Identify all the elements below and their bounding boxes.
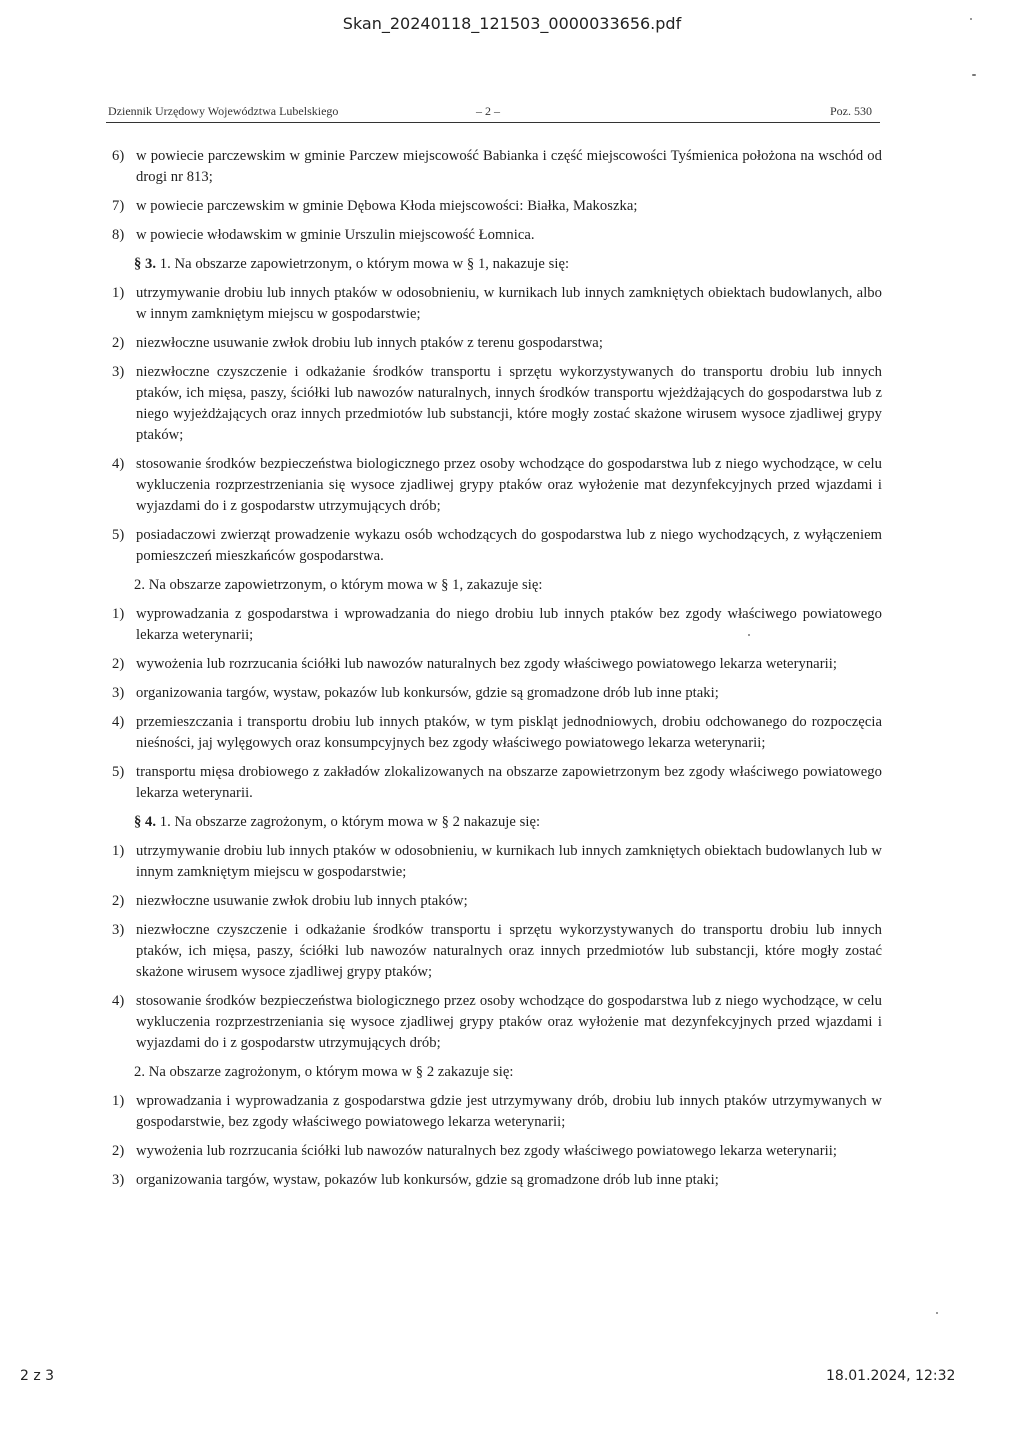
item-number: 4) (112, 456, 125, 472)
list-item (112, 146, 882, 188)
list-item (112, 920, 882, 983)
item-text: stosowanie środków bezpieczeństwa biologicznego przez osoby wchodzące do gospodarstwa lub z niego wychodzące, w celu wykluczenia rozprzestrzeniania się wysoce zjadliwej grypy ptaków oraz wyłożenie mat dezynfekcyjnych przed wjazdami i wyjazdami do i z gospodarstw utrzymujących drób; (136, 456, 882, 514)
section-text: 1. Na obszarze zagrożonym, o którym mowa w § 2 nakazuje się: (159, 814, 541, 830)
page-counter: 2 z 3 (20, 1368, 55, 1384)
section-mark: § 4. (134, 814, 157, 830)
list-item (112, 762, 882, 804)
section-3-paragraph-1 (112, 254, 882, 275)
section-3-paragraph-2: 2. Na obszarze zapowietrzonym, o którym mowa w § 1, zakazuje się: (134, 577, 543, 593)
item-number: 3) (112, 1172, 125, 1188)
item-number: 5) (112, 764, 125, 780)
item-number: 1) (112, 843, 125, 859)
list-c (112, 604, 882, 804)
scan-speck (936, 1312, 938, 1314)
item-number: 3) (112, 685, 125, 701)
list-a (112, 146, 882, 246)
section-text: 1. Na obszarze zapowietrzonym, o którym mowa w § 1, nakazuje się: (159, 256, 570, 272)
item-number: 2) (112, 656, 125, 672)
list-d (112, 841, 882, 1054)
item-text: wywożenia lub rozrzucania ściółki lub nawozów naturalnych bez zgody właściwego powiatowego lekarza weterynarii; (136, 656, 837, 672)
list-e (112, 1091, 882, 1191)
item-text: wywożenia lub rozrzucania ściółki lub nawozów naturalnych bez zgody właściwego powiatowego lekarza weterynarii; (136, 1143, 837, 1159)
list-item (112, 654, 882, 675)
item-number: 5) (112, 527, 125, 543)
item-text: niezwłoczne czyszczenie i odkażanie środków transportu i sprzętu wykorzystywanych do transportu drobiu lub innych ptaków, ich mięsa, paszy, ściółki lub nawozów naturalnych oraz innych przedmiotów lub substancji, które mogły zostać skażone wirusem wysoce zjadliwej grypy ptaków; (136, 922, 882, 980)
item-text: wprowadzania i wyprowadzania z gospodarstwa gdzie jest utrzymywany drób, drobiu lub innych ptaków utrzymywanych w gospodarstwie, bez zgody właściwego powiatowego lekarza weterynarii; (136, 1093, 882, 1130)
list-item (112, 841, 882, 883)
list-item (112, 454, 882, 517)
item-text: organizowania targów, wystaw, pokazów lub konkursów, gdzie są gromadzone drób lub inne ptaki; (136, 1172, 719, 1188)
item-text: w powiecie włodawskim w gminie Urszulin miejscowość Łomnica. (136, 227, 535, 243)
list-item (112, 1141, 882, 1162)
item-number: 3) (112, 364, 125, 380)
item-number: 1) (112, 1093, 125, 1109)
item-text: w powiecie parczewskim w gminie Dębowa Kłoda miejscowości: Białka, Makoszka; (136, 198, 638, 214)
pdf-file-title: Skan_20240118_121503_0000033656.pdf (342, 14, 682, 33)
item-text: wyprowadzania z gospodarstwa i wprowadzania do niego drobiu lub innych ptaków bez zgody właściwego powiatowego lekarza weterynarii; (136, 606, 882, 643)
item-text: niezwłoczne czyszczenie i odkażanie środków transportu i sprzętu wykorzystywanych do transportu drobiu lub innych ptaków, ich mięsa, paszy, ściółki lub nawozów naturalnych, innych środków transportu wjeżdżających do gospodarstwa lub z niego wyjeżdżających oraz innych przedmiotów lub substancji, które mogły zostać skażone wirusem wysoce zjadliwej grypy ptaków; (136, 364, 882, 443)
item-text: posiadaczowi zwierząt prowadzenie wykazu osób wchodzących do gospodarstwa lub z niego wychodzących, z wyłączeniem pomieszczeń mieszkańców gospodarstwa. (136, 527, 882, 564)
list-item (112, 283, 882, 325)
list-item (112, 225, 882, 246)
item-number: 1) (112, 285, 125, 301)
item-number: 2) (112, 335, 125, 351)
item-text: utrzymywanie drobiu lub innych ptaków w odosobnieniu, w kurnikach lub innych zamkniętych obiektach budowlanych, albo w innym zamkniętym miejscu w gospodarstwie; (136, 285, 882, 322)
item-text: transportu mięsa drobiowego z zakładów zlokalizowanych na obszarze zapowietrzonym bez zgody właściwego powiatowego lekarza weterynarii. (136, 764, 882, 801)
list-item (112, 604, 882, 646)
print-timestamp: 18.01.2024, 12:32 (826, 1368, 956, 1384)
list-item (112, 891, 882, 912)
item-number: 1) (112, 606, 125, 622)
scan-speck (970, 18, 972, 20)
item-text: niezwłoczne usuwanie zwłok drobiu lub innych ptaków z terenu gospodarstwa; (136, 335, 603, 351)
scan-speck (972, 74, 976, 76)
list-item (112, 196, 882, 217)
item-number: 7) (112, 198, 125, 214)
list-item (112, 362, 882, 446)
section-mark: § 3. (134, 256, 157, 272)
position-number: Poz. 530 (830, 104, 872, 118)
item-number: 4) (112, 993, 125, 1009)
scan-speck (748, 634, 750, 636)
section-4-paragraph-2: 2. Na obszarze zagrożonym, o którym mowa w § 2 zakazuje się: (134, 1064, 514, 1080)
item-number: 2) (112, 893, 125, 909)
list-item (112, 683, 882, 704)
list-item (112, 1170, 882, 1191)
header-divider (106, 122, 880, 123)
page-number: – 2 – (476, 104, 500, 118)
journal-name: Dziennik Urzędowy Województwa Lubelskiego (108, 104, 339, 118)
item-text: przemieszczania i transportu drobiu lub innych ptaków, w tym piskląt jednodniowych, drobiu odchowanego do rozpoczęcia nieśności, jaj wylęgowych oraz konsumpcyjnych bez zgody właściwego powiatowego lekarza weterynarii; (136, 714, 882, 751)
section-4-paragraph-1 (112, 812, 882, 833)
list-item (112, 712, 882, 754)
document-body (112, 146, 882, 1199)
item-text: utrzymywanie drobiu lub innych ptaków w odosobnieniu, w kurnikach lub innych zamkniętych obiektach budowlanych lub w innym zamkniętym miejscu w gospodarstwie; (136, 843, 882, 880)
item-number: 8) (112, 227, 125, 243)
list-b (112, 283, 882, 567)
item-number: 4) (112, 714, 125, 730)
item-text: niezwłoczne usuwanie zwłok drobiu lub innych ptaków; (136, 893, 468, 909)
list-item (112, 991, 882, 1054)
item-text: organizowania targów, wystaw, pokazów lub konkursów, gdzie są gromadzone drób lub inne ptaki; (136, 685, 719, 701)
list-item (112, 333, 882, 354)
item-text: w powiecie parczewskim w gminie Parczew miejscowość Babianka i część miejscowości Tyśmienica położona na wschód od drogi nr 813; (136, 148, 882, 185)
list-item (112, 1091, 882, 1133)
list-item (112, 525, 882, 567)
item-number: 3) (112, 922, 125, 938)
item-number: 6) (112, 148, 125, 164)
item-number: 2) (112, 1143, 125, 1159)
item-text: stosowanie środków bezpieczeństwa biologicznego przez osoby wchodzące do gospodarstwa lub z niego wychodzące, w celu wykluczenia rozprzestrzeniania się wysoce zjadliwej grypy ptaków oraz wyłożenie mat dezynfekcyjnych przed wjazdami i wyjazdami do i z gospodarstw utrzymujących drób; (136, 993, 882, 1051)
